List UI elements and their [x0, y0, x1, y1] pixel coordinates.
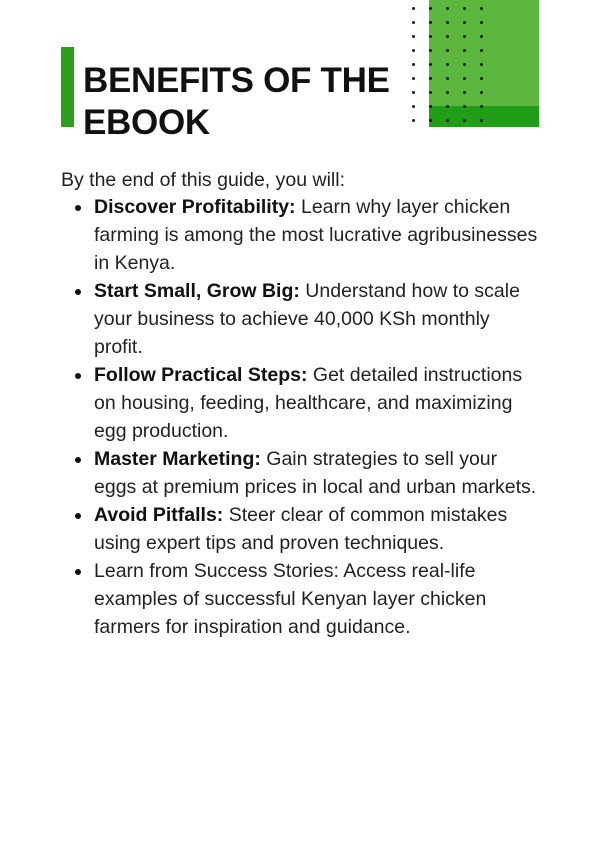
decorative-dot — [463, 49, 466, 52]
intro-text: By the end of this guide, you will: — [61, 169, 345, 191]
decorative-dot — [480, 63, 483, 66]
benefit-item — [61, 445, 541, 501]
benefit-text: Steer clear of common mistakes using expert tips and proven techniques. — [94, 504, 508, 554]
benefit-heading: Master Marketing: — [94, 448, 261, 470]
decorative-dot — [446, 91, 449, 94]
decorative-dot — [480, 105, 483, 108]
benefit-text: Learn from Success Stories: Access real-life examples of successful Kenyan layer chicken farmers for inspiration and guidance. — [94, 560, 487, 638]
decorative-dot — [480, 21, 483, 24]
decorative-dot — [446, 105, 449, 108]
title-accent-bar — [61, 47, 74, 127]
decorative-dot — [480, 7, 483, 10]
benefit-text: Gain strategies to sell your eggs at premium prices in local and urban markets. — [94, 448, 537, 498]
decorative-dot — [480, 35, 483, 38]
decorative-dot — [429, 49, 432, 52]
title-line-2: EBOOK — [83, 103, 210, 142]
decorative-dot — [446, 21, 449, 24]
decorative-dot — [446, 63, 449, 66]
decorative-dot — [463, 63, 466, 66]
decorative-dot — [429, 63, 432, 66]
benefit-item — [61, 557, 541, 641]
decorative-dot — [429, 119, 432, 122]
decorative-dot — [446, 77, 449, 80]
decorative-dot — [429, 35, 432, 38]
benefit-text: Understand how to scale your business to achieve 40,000 KSh monthly profit. — [94, 280, 520, 358]
benefit-text: Get detailed instructions on housing, feeding, healthcare, and maximizing egg production. — [94, 364, 523, 442]
decorative-dot — [429, 21, 432, 24]
decorative-dot — [463, 105, 466, 108]
decorative-dot — [446, 49, 449, 52]
decorative-dot — [463, 77, 466, 80]
benefit-text: Learn why layer chicken farming is among the most lucrative agribusinesses in Kenya. — [94, 196, 538, 274]
decorative-dot-grid — [412, 7, 492, 127]
decorative-dot — [463, 21, 466, 24]
benefit-item — [61, 361, 541, 445]
decorative-dot — [463, 7, 466, 10]
title-line-1: BENEFITS OF THE — [83, 61, 390, 100]
decorative-dot — [412, 21, 415, 24]
decorative-dot — [480, 119, 483, 122]
benefits-list — [61, 193, 541, 641]
decorative-dot — [429, 105, 432, 108]
decorative-dot — [412, 7, 415, 10]
decorative-dot — [463, 119, 466, 122]
decorative-dot — [429, 91, 432, 94]
decorative-dot — [412, 35, 415, 38]
benefit-item — [61, 193, 541, 277]
decorative-dot — [446, 7, 449, 10]
benefit-heading: Avoid Pitfalls: — [94, 504, 224, 526]
page-title — [83, 60, 413, 144]
decorative-dot — [429, 7, 432, 10]
benefit-heading: Discover Profitability: — [94, 196, 296, 218]
decorative-dot — [480, 91, 483, 94]
benefit-heading: Follow Practical Steps: — [94, 364, 308, 386]
decorative-dot — [446, 119, 449, 122]
decorative-dot — [480, 49, 483, 52]
decorative-dot — [446, 35, 449, 38]
decorative-dot — [480, 77, 483, 80]
decorative-dot — [429, 77, 432, 80]
decorative-dot — [463, 35, 466, 38]
decorative-dot — [412, 49, 415, 52]
benefit-heading: Start Small, Grow Big: — [94, 280, 300, 302]
decorative-dot — [463, 91, 466, 94]
benefit-item — [61, 501, 541, 557]
benefit-item — [61, 277, 541, 361]
